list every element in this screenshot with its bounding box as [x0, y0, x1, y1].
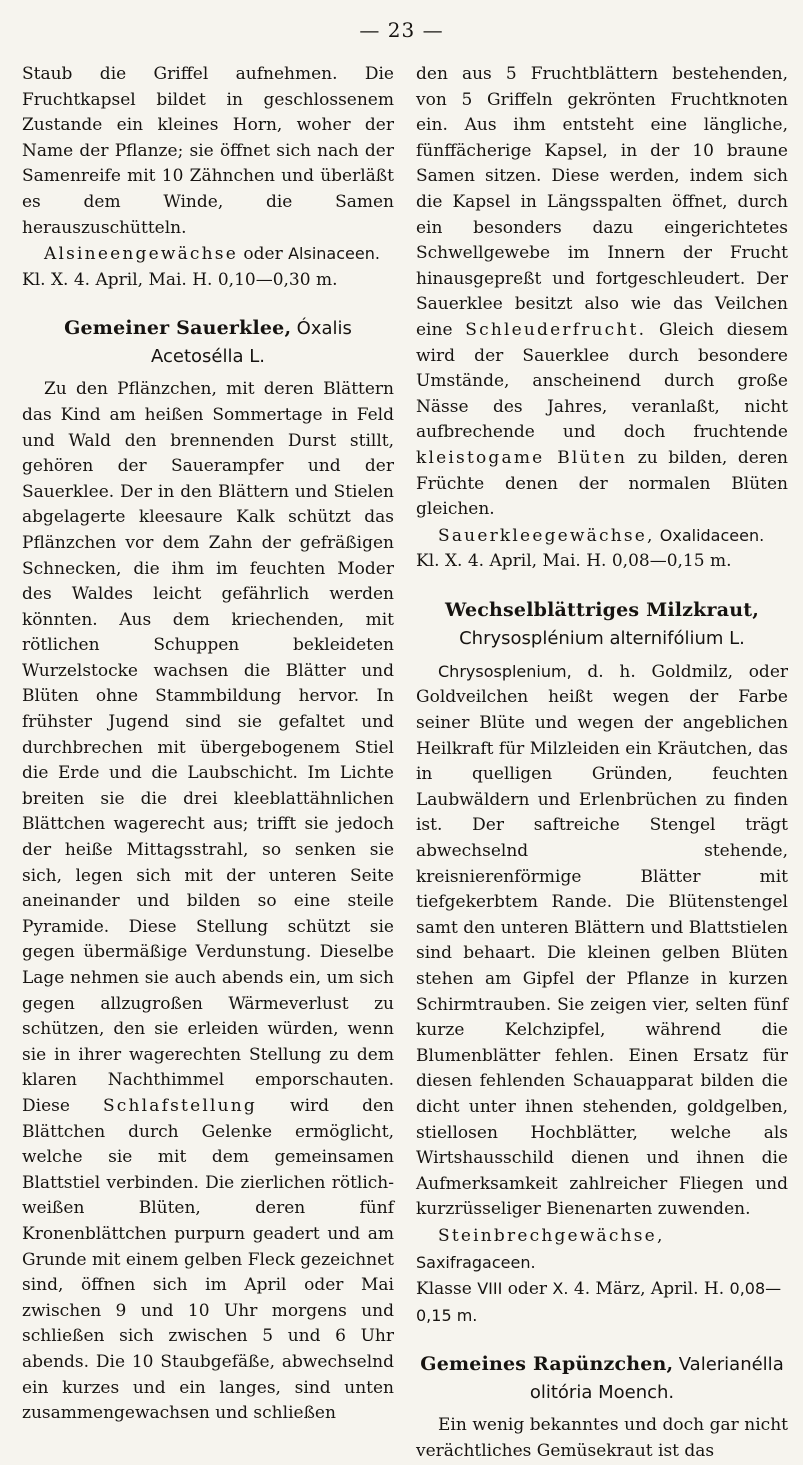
entry-german-name: Gemeiner Sauerklee, [64, 317, 292, 340]
paragraph-text: wird den Blättchen durch Gelenke ermöglicht, welche sie mit dem gemeinsamen Blattstiel verbinden. Die zierlichen rötlich-weißen Blüten, deren fünf Kronenblättchen purpurn geadert und am Grunde mit einem gelben Fleck gezeichnet sind, öffnen sich im April oder Mai zwischen 9 und 10 Uhr morgens und schließen sich zwischen 5 und 6 Uhr abends. Die 10 Staubgefäße, abwechselnd ein kurzes und ein langes, sind unten zusammengewachsen und schließen [22, 1095, 394, 1424]
classification-height: 0,08—0,15 m. [416, 1279, 782, 1325]
emphasis-text: Schlafstellung [102, 1095, 258, 1116]
latin-text: Chrysosplenium, [438, 661, 572, 681]
family-german: Alsineengewächse [44, 244, 238, 265]
classification-text: oder [502, 1279, 553, 1300]
family-connector: oder [237, 244, 289, 265]
entry-german-name: Gemeines Rapünzchen, [420, 1353, 674, 1376]
left-column [22, 62, 394, 1427]
classification-class: X. [552, 1279, 569, 1299]
entry-title-rapuenzchen [416, 1351, 788, 1407]
paragraph-text: Gleich diesem wird der Sauerklee durch besondere Umstände, anscheinend durch große Nässe des Jahres, veranlaßt, nicht aufbrechende und doch fruchtende [416, 319, 788, 443]
classification-class: VIII [477, 1279, 503, 1299]
emphasis-text: Schleuderfrucht. [465, 319, 647, 340]
classification-line [416, 1276, 788, 1329]
right-column [416, 62, 788, 1465]
family-german: Steinbrechgewächse, [438, 1225, 665, 1246]
entry-paragraph: Ein wenig bekanntes und doch gar nicht verächtliches Gemüsekraut ist das [416, 1415, 788, 1461]
family-line-oxalidaceen [416, 523, 788, 550]
entry-latin-name: Valerianélla olitória Moench. [529, 1354, 784, 1404]
family-german: Sauerkleegewächse, [438, 525, 655, 546]
paragraph-text: Zu den Pflänzchen, mit deren Blättern das Kind am heißen Sommertage in Feld und Wald den brennenden Durst stillt, gehören der Sauerampfer und der Sauerklee. Der in den Blättern und Stielen abgelagerte kleesaure Kalk schützt das Pflänzchen vor dem Zahn der gefräßigen Schnecken, die ihm im feuchten Moder des Waldes leicht gefährlich werden könnten. Aus dem kriechenden, mit rötlichen Schuppen bekleideten Wurzelstocke wachsen die Blätter und Blüten ohne Stammbildung hervor. In frühster Jugend sind sie gefaltet und durchbrechen mit übergebogenem Stiel die Erde und die Laubschicht. Im Lichte breiten sie die drei kleeblattähnlichen Blättchen wagerecht aus; trifft sie jedoch der heiße Mittagsstrahl, so senken sie sich, legen sich mit der unteren Seite aneinander und bilden so eine steile Pyramide. Diese Stellung schützt sie gegen übermäßige Verdunstung. Dieselbe Lage nehmen sie auch abends ein, um sich gegen allzugroßen Wärmeverlust zu schützen, den sie erleiden würden, wenn sie in ihrer wagerechten Stellung zu dem klaren Nachthimmel emporschauten. Diese [22, 379, 394, 1116]
entry-paragraph [416, 659, 788, 1223]
classification-line: Kl. X. 4. April, Mai. H. 0,10—0,30 m. [22, 269, 338, 290]
paragraph-text: den aus 5 Fruchtblättern bestehenden, von 5 Griffeln gekrönten Fruchtknoten ein. Aus ihm entsteht eine längliche, fünffächerige Kapsel, in der 10 braune Samen sitzen. Diese werden, indem sich die Kapsel in Längsspalten öffnet, durch ein besonders dazu eingerichtetes Schwellgewebe im Innern der Frucht hinausgepreßt und fortgeschleudert. Der Sauerklee besitzt also wie das Veilchen eine [416, 64, 788, 340]
entry-latin-name: Óxalis Acetosélla L. [151, 318, 352, 368]
family-line-alsinaceen [22, 241, 394, 268]
family-latin: Oxalidaceen. [654, 525, 765, 545]
paragraph-text: zu bilden, deren Früchte denen der normalen Blüten gleichen. [416, 447, 789, 520]
family-line-saxifragaceen [416, 1223, 788, 1276]
entry-title-milzkraut [416, 597, 788, 653]
continued-paragraph [416, 62, 788, 523]
entry-paragraph [22, 377, 394, 1426]
emphasis-text: kleistogame Blüten [416, 447, 628, 468]
intro-paragraph: Staub die Griffel aufnehmen. Die Fruchtkapsel bildet in geschlossenem Zustande ein kleines Horn, woher der Name der Pflanze; sie öffnet sich nach der Samenreife mit 10 Zähnchen und überläßt es dem Winde, die Samen herauszuschütteln. [22, 64, 394, 238]
paragraph-text: d. h. Goldmilz, oder Goldveilchen heißt wegen der Farbe seiner Blüte und wegen der angeblichen Heilkraft für Milzleiden ein Kräutchen, das in quelligen Gründen, feuchten Laubwäldern und Erlenbrüchen zu finden ist. Der saftreiche Stengel trägt abwechselnd stehende, kreisnierenförmige Blätter mit tiefgekerbtem Rande. Die Blütenstengel samt den unteren Blättern und Blattstielen sind behaart. Die kleinen gelben Blüten stehen am Gipfel der Pflanze in kurzen Schirmtrauben. Sie zeigen vier, selten fünf kurze Kelchzipfel, während die Blumenblätter fehlen. Einen Ersatz für diesen fehlenden Schauapparat bilden die dicht unter ihnen stehenden, goldgelben, stiellosen Hochblätter, welche als Wirtshausschild dienen und ihnen die Aufmerksamkeit zahlreicher Fliegen und kurzrüsseliger Bienenarten zuwenden. [416, 661, 788, 1220]
family-latin: Saxifragaceen. [416, 1252, 536, 1272]
entry-latin-name: Chrysosplénium alternifólium L. [459, 627, 745, 649]
page-number: — 23 — [359, 18, 444, 42]
entry-title-sauerklee [22, 315, 394, 371]
family-latin: Alsinaceen. [288, 244, 380, 264]
classification-text: 4. März, April. H. [568, 1279, 730, 1300]
classification-line: Kl. X. 4. April, Mai. H. 0,08—0,15 m. [416, 551, 732, 572]
classification-text: Klasse [416, 1279, 478, 1300]
entry-german-name: Wechselblättriges Milzkraut, [444, 598, 760, 621]
